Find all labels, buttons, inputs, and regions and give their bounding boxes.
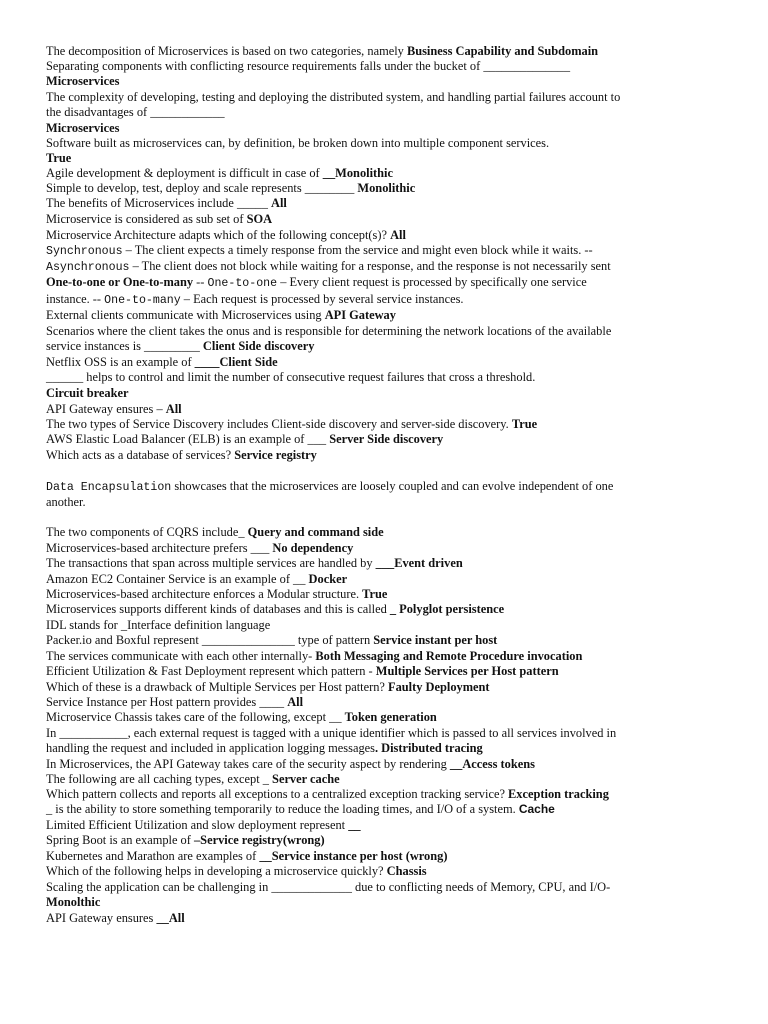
answer-text: Token generation bbox=[344, 710, 437, 724]
text-line bbox=[46, 633, 722, 648]
text-line bbox=[46, 602, 722, 617]
answer-text: Circuit breaker bbox=[46, 386, 129, 400]
question-text: Simple to develop, test, deploy and scale represents ________ bbox=[46, 181, 358, 195]
text-line bbox=[46, 105, 722, 120]
question-text: Spring Boot is an example of bbox=[46, 833, 194, 847]
answer-text: __Service instance per host (wrong) bbox=[259, 849, 448, 863]
answer-text: Query and command side bbox=[247, 525, 384, 539]
question-text: Scaling the application can be challenging in _____________ due to conflicting needs of Memory, CPU, and I/O- bbox=[46, 880, 611, 894]
text-line bbox=[46, 417, 722, 432]
text-line bbox=[46, 402, 722, 417]
question-text: Microservices supports different kinds of databases and this is called bbox=[46, 602, 390, 616]
question-text: Packer.io and Boxful represent _______________ type of pattern bbox=[46, 633, 374, 647]
answer-text: Microservices bbox=[46, 121, 120, 135]
text-line bbox=[46, 495, 722, 510]
text-line bbox=[46, 649, 722, 664]
answer-text: True bbox=[362, 587, 388, 601]
answer-text: __Access tokens bbox=[449, 757, 535, 771]
code-term: Data Encapsulation bbox=[46, 481, 172, 494]
question-text: Separating components with conflicting resource requirements falls under the bucket of ______________ bbox=[46, 59, 571, 73]
answer-text: Business Capability and Subdomain bbox=[406, 44, 599, 58]
answer-text: __Monolithic bbox=[322, 166, 393, 180]
answer-text: Service instant per host bbox=[373, 633, 498, 647]
answer-text: Server cache bbox=[272, 772, 340, 786]
answer-text: True bbox=[46, 151, 72, 165]
text-line bbox=[46, 228, 722, 243]
question-text: Agile development & deployment is difficult in case of bbox=[46, 166, 323, 180]
text-line bbox=[46, 587, 722, 602]
question-text: Netflix OSS is an example of bbox=[46, 355, 195, 369]
text-line bbox=[46, 292, 722, 308]
text-line bbox=[46, 880, 722, 895]
text-line bbox=[46, 151, 722, 166]
text-line bbox=[46, 818, 722, 833]
text-line bbox=[46, 136, 722, 151]
question-text: – The client does not block while waiting for a response, and the response is not necessarily sent bbox=[129, 259, 611, 273]
answer-text: ____Client Side bbox=[194, 355, 278, 369]
answer-text: Faulty Deployment bbox=[388, 680, 490, 694]
question-text: Which acts as a database of services? bbox=[46, 448, 235, 462]
text-line bbox=[46, 59, 722, 74]
question-text: – Each request is processed by several service instances. bbox=[180, 292, 464, 306]
text-line bbox=[46, 680, 722, 695]
answer-text: Monolithic bbox=[357, 181, 416, 195]
text-line bbox=[46, 90, 722, 105]
text-line bbox=[46, 339, 722, 354]
question-text: Microservices-based architecture prefers ___ bbox=[46, 541, 273, 555]
text-line bbox=[46, 196, 722, 211]
text-line bbox=[46, 355, 722, 370]
answer-text: Monolthic bbox=[46, 895, 101, 909]
text-line bbox=[46, 864, 722, 879]
answer-text: True bbox=[511, 417, 538, 431]
text-line bbox=[46, 710, 722, 725]
question-text: showcases that the microservices are loosely coupled and can evolve independent of one bbox=[171, 479, 614, 493]
text-line bbox=[46, 802, 722, 817]
question-text: External clients communicate with Microservices using bbox=[46, 308, 325, 322]
answer-text: Cache bbox=[518, 802, 555, 816]
text-line bbox=[46, 618, 722, 633]
answer-text: __All bbox=[156, 911, 185, 925]
question-text: Service Instance per Host pattern provides ____ bbox=[46, 695, 288, 709]
question-text: Kubernetes and Marathon are examples of bbox=[46, 849, 260, 863]
text-line bbox=[46, 259, 722, 275]
question-text: AWS Elastic Load Balancer (ELB) is an example of ___ bbox=[46, 432, 330, 446]
question-text: ______ helps to control and limit the number of consecutive request failures that cross a threshold. bbox=[46, 370, 536, 384]
question-text: The two components of CQRS include_ bbox=[46, 525, 248, 539]
question-text: The transactions that span across multiple services are handled by bbox=[46, 556, 376, 570]
text-line bbox=[46, 479, 722, 495]
question-text: Microservice Chassis takes care of the following, except __ bbox=[46, 710, 345, 724]
text-line bbox=[46, 772, 722, 787]
question-text: service instances is _________ bbox=[46, 339, 203, 353]
answer-text: __ bbox=[348, 818, 361, 832]
text-line bbox=[46, 448, 722, 463]
question-text: In ___________, each external request is tagged with a unique identifier which is passed to all services involved in bbox=[46, 726, 617, 740]
answer-text: No dependency bbox=[272, 541, 354, 555]
text-line bbox=[46, 74, 722, 89]
question-text: Which pattern collects and reports all exceptions to a centralized exception tracking service? bbox=[46, 787, 509, 801]
answer-text: _ Polyglot persistence bbox=[389, 602, 505, 616]
code-term: Asynchronous bbox=[46, 261, 130, 274]
question-text: handling the request and included in application logging messages bbox=[46, 741, 375, 755]
text-line bbox=[46, 556, 722, 571]
answer-text: All bbox=[165, 402, 182, 416]
text-line bbox=[46, 895, 722, 910]
text-line bbox=[46, 370, 722, 385]
question-text: – Every client request is processed by specifically one service bbox=[277, 275, 587, 289]
answer-text: All bbox=[271, 196, 287, 210]
text-line bbox=[46, 572, 722, 587]
answer-text: All bbox=[287, 695, 304, 709]
question-text: Microservices-based architecture enforces a Modular structure. bbox=[46, 587, 363, 601]
question-text: Microservice Architecture adapts which of the following concept(s)? bbox=[46, 228, 391, 242]
question-text: Microservice is considered as sub set of bbox=[46, 212, 247, 226]
text-line bbox=[46, 432, 722, 447]
question-text: API Gateway ensures bbox=[46, 911, 157, 925]
text-line bbox=[46, 181, 722, 196]
code-term: Synchronous bbox=[46, 245, 123, 258]
answer-text: Both Messaging and Remote Procedure invocation bbox=[315, 649, 583, 663]
answer-text: –Service registry(wrong) bbox=[193, 833, 325, 847]
question-text: The following are all caching types, except _ bbox=[46, 772, 273, 786]
text-line bbox=[46, 275, 722, 291]
question-text: the disadvantages of ____________ bbox=[46, 105, 225, 119]
text-line bbox=[46, 541, 722, 556]
answer-text: Microservices bbox=[46, 74, 120, 88]
text-line bbox=[46, 44, 722, 59]
text-line bbox=[46, 849, 722, 864]
answer-text: SOA bbox=[246, 212, 273, 226]
text-line bbox=[46, 757, 722, 772]
question-text: Software built as microservices can, by definition, be broken down into multiple component services. bbox=[46, 136, 550, 150]
question-text: The services communicate with each other internally- bbox=[46, 649, 316, 663]
answer-text: Docker bbox=[308, 572, 348, 586]
question-text: Which of these is a drawback of Multiple Services per Host pattern? bbox=[46, 680, 389, 694]
answer-text: Multiple Services per Host pattern bbox=[375, 664, 559, 678]
answer-text: ___Event driven bbox=[375, 556, 463, 570]
text-line bbox=[46, 833, 722, 848]
question-text: The decomposition of Microservices is based on two categories, namely bbox=[46, 44, 407, 58]
text-line bbox=[46, 308, 722, 323]
question-text: The two types of Service Discovery includes Client-side discovery and server-side discovery. bbox=[46, 417, 512, 431]
question-text: The complexity of developing, testing and deploying the distributed system, and handling partial failures account to bbox=[46, 90, 621, 104]
question-text: IDL stands for _Interface definition language bbox=[46, 618, 271, 632]
text-line bbox=[46, 121, 722, 136]
text-line bbox=[46, 911, 722, 926]
question-text: Efficient Utilization & Fast Deployment represent which pattern - bbox=[46, 664, 376, 678]
answer-text: Server Side discovery bbox=[329, 432, 444, 446]
question-text: Limited Efficient Utilization and slow deployment represent bbox=[46, 818, 349, 832]
text-line bbox=[46, 243, 722, 259]
question-text: Which of the following helps in developing a microservice quickly? bbox=[46, 864, 387, 878]
question-text: – The client expects a timely response from the service and might even block while it waits. -- bbox=[122, 243, 593, 257]
code-term: One-to-one bbox=[207, 277, 278, 290]
answer-text: Client Side discovery bbox=[202, 339, 315, 353]
question-text: instance. -- bbox=[46, 292, 105, 306]
question-text: API Gateway ensures – bbox=[46, 402, 166, 416]
question-text: another. bbox=[46, 495, 86, 509]
question-text: _ is the ability to store something temporarily to reduce the loading times, and I/O of a system. bbox=[46, 802, 519, 816]
answer-text: Service registry bbox=[234, 448, 317, 462]
answer-text: One-to-one or One-to-many bbox=[46, 275, 194, 289]
answer-text: . Distributed tracing bbox=[374, 741, 483, 755]
text-line bbox=[46, 695, 722, 710]
question-text: In Microservices, the API Gateway takes care of the security aspect by rendering bbox=[46, 757, 450, 771]
text-line bbox=[46, 324, 722, 339]
text-line bbox=[46, 664, 722, 679]
answer-text: API Gateway bbox=[324, 308, 396, 322]
text-line bbox=[46, 741, 722, 756]
text-line bbox=[46, 212, 722, 227]
text-line bbox=[46, 726, 722, 741]
answer-text: Chassis bbox=[386, 864, 427, 878]
text-line bbox=[46, 386, 722, 401]
answer-text: All bbox=[390, 228, 406, 242]
code-term: One-to-many bbox=[104, 294, 181, 307]
question-text: Scenarios where the client takes the onus and is responsible for determining the network locations of the available bbox=[46, 324, 612, 338]
question-text: The benefits of Microservices include _____ bbox=[46, 196, 272, 210]
text-line bbox=[46, 525, 722, 540]
answer-text: Exception tracking bbox=[508, 787, 609, 801]
question-text: -- bbox=[193, 275, 208, 289]
text-line bbox=[46, 166, 722, 181]
text-line bbox=[46, 787, 722, 802]
question-text: Amazon EC2 Container Service is an example of __ bbox=[46, 572, 309, 586]
